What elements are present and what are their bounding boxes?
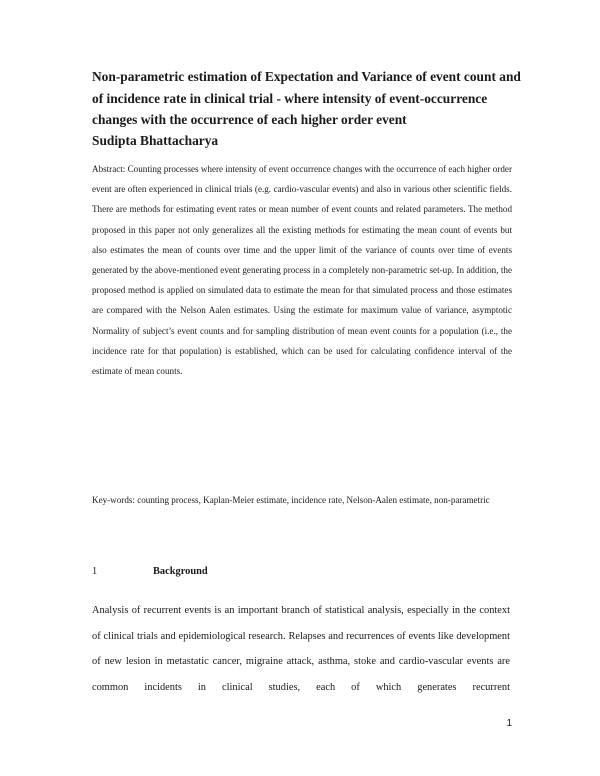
author-name: Sudipta Bhattacharya [92,133,219,148]
abstract: Abstract: Counting processes where intensity of event occurrence changes with the occurrence of each higher order event are often experienced in clinical trials (e.g. cardio-vascular events) and also in various other scientific fields. There are methods for estimating event rates or mean number of event counts and related parameters. The method proposed in this paper not only generalizes all the existing methods for estimating the mean count of events but also estimates the mean of counts over time and the upper limit of the variance of counts over time of events generated by the above-mentioned event generating process in a completely non-parametric set-up. In addition, the proposed method is applied on simulated data to estimate the mean for that simulated process and those estimates are compared with the Nelson Aalen estimates. Using the estimate for maximum value of variance, asymptotic Normality of subject’s event counts and for sampling distribution of mean event counts for a population (i.e., the incidence rate for that population) is established, which can be used for calculating confidence interval of the estimate of mean counts. [92,164,512,377]
section-title: Background [153,566,208,577]
page-number: 1 [506,718,512,729]
section-number: 1 [92,566,98,577]
body-paragraph: Analysis of recurrent events is an important branch of statistical analysis, especially in the context of clinical trials and epidemiological research. Relapses and recurrences of events like development of new lesion in metastatic cancer, migraine attack, asthma, stoke and cardio-vascular events are common incidents in clinical studies, each of which generates recurrent [92,605,510,693]
paper-title: Non-parametric estimation of Expectation and Variance of event count and of incidence rate in clinical trial - where intensity of event-occurrence changes with the occurrence of each higher order event [92,69,521,127]
keywords: Key-words: counting process, Kaplan-Meier estimate, incidence rate, Nelson-Aalen estimate, non-parametric [92,495,490,505]
